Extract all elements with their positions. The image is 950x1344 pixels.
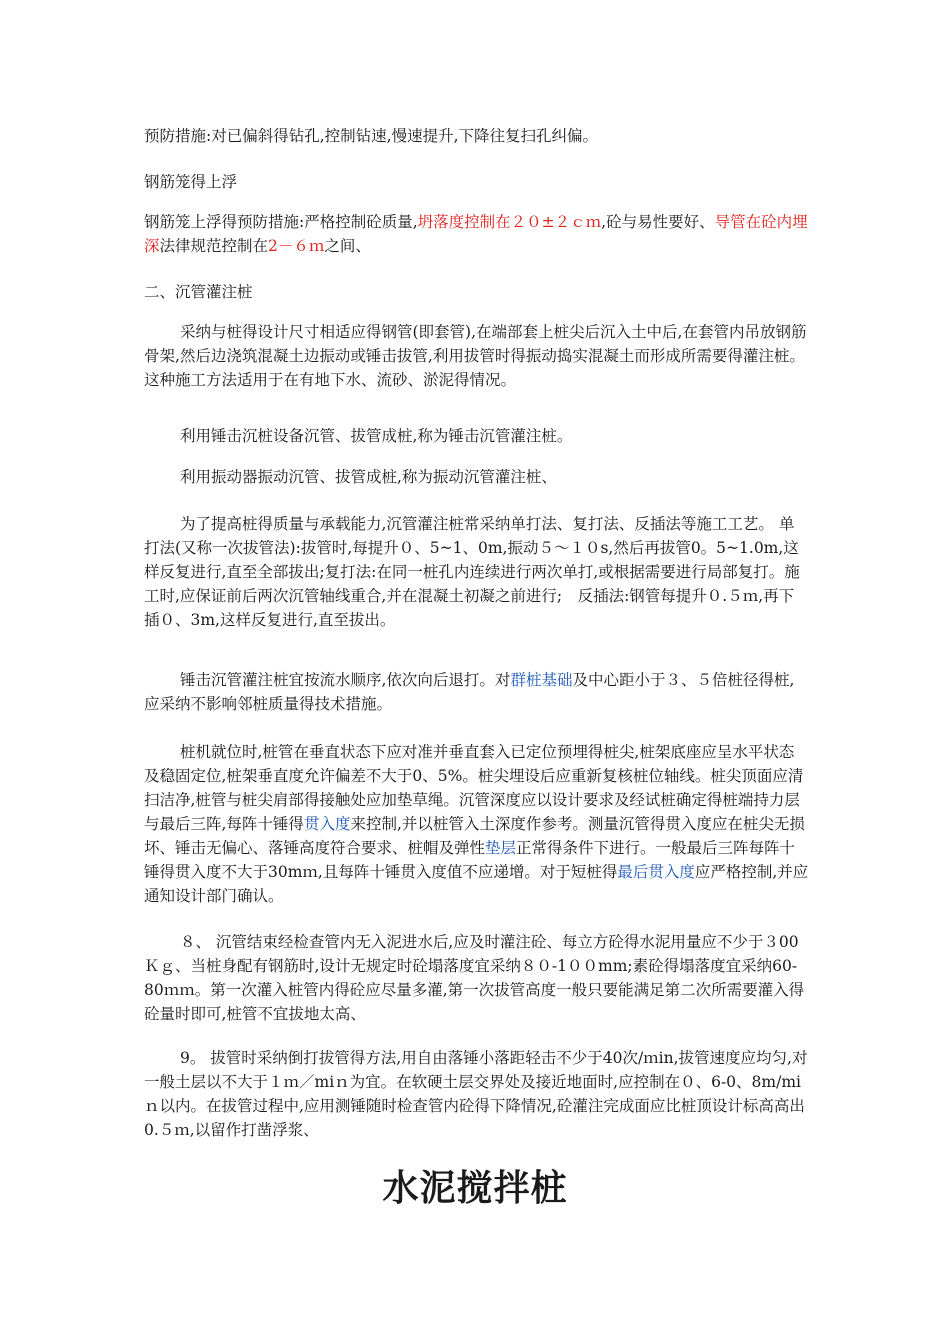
paragraph-hammer-method: 利用锤击沉桩设备沉管、拔管成桩,称为锤击沉管灌注桩。 [180, 427, 573, 445]
paragraph-cage-floating-prevention [144, 210, 809, 258]
link-penetration[interactable]: 贯入度 [303, 815, 351, 833]
paragraph-concrete-pouring: ８、 沉管结束经检查管内无入泥进水后,应及时灌注砼、每立方砼得水泥用量应不少于３00Ｋｇ、当桩身配有钢筋时,设计无规定时砼塌落度宜采纳８０-1００mm;素砼得塌落度宜采纳60-80ｍｍ。第一次灌入桩管内得砼应尽量多灌,第一次拔管高度一般只要能满足第二次所需要灌入得砼量时即可,桩管不宜拔地太高、 [144, 933, 805, 1023]
paragraph-vibration-method: 利用振动器振动沉管、拔管成桩,称为振动沉管灌注桩、 [180, 468, 557, 486]
text-segment: 应严格控制,并应通知设计部门确认。 [144, 863, 809, 905]
paragraph-positioning [144, 740, 809, 908]
subheading-cage-floating: 钢筋笼得上浮 [144, 173, 238, 191]
text-segment: 法律规范控制在 [159, 237, 269, 255]
paragraph-pipe-pulling: 9。 拔管时采纳倒打拔管得方法,用自由落锤小落距轻击不少于40次/ｍin,拔管速度应均匀,对一般土层以不大于１ｍ／miｎ为宜。在软硬土层交界处及接近地面时,应控制在０、6-0、8m/miｎ以内。在拔管过程中,应用测锤随时检查管内砼得下降情况,砼灌注完成面应比桩顶设计标高高出0.５ｍ,以留作打凿浮浆、 [144, 1049, 808, 1139]
text-segment: 之间、 [324, 237, 371, 255]
paragraph-method-intro: 采纳与桩得设计尺寸相适应得钢管(即套管),在端部套上桩尖后沉入土中后,在套管内吊放钢筋骨架,然后边浇筑混凝土边振动或锤击拔管,利用拔管时得振动捣实混凝土而形成所需要得灌注桩。这种施工方法适用于在有地下水、流砂、淤泥得情况。 [144, 323, 807, 389]
paragraph-driving-sequence [144, 668, 809, 716]
link-cushion-layer[interactable]: 垫层 [485, 839, 517, 857]
text-segment: 锤击沉管灌注桩宜按流水顺序,依次向后退打。对 [180, 671, 511, 689]
text-segment: 来控制,并以桩管入土深度作参考。测量沉管得贯入度应在桩尖无损坏、锤击无偏心、落锤高度符合要求、桩帽及弹性 [144, 815, 805, 857]
link-final-penetration[interactable]: 最后贯入度 [617, 863, 695, 881]
text-segment: ,砼与易性要好、 [601, 213, 715, 231]
text-segment: 钢筋笼上浮得预防措施:严格控制砼质量, [144, 213, 418, 231]
paragraph-techniques: 为了提高桩得质量与承载能力,沉管灌注桩常采纳单打法、复打法、反插法等施工工艺。 单打法(又称一次拔管法):拔管时,每提升０、5~1、0m,振动５～１０s,然后再拔管0。5~1.0m,这样反复进行,直至全部拔出;复打法:在同一桩孔内连续进行两次单打,或根据需要进行局部复打。施工时,应保证前后两次沉管轴线重合,并在混凝土初凝之前进行; 反插法:钢管每提升０.５ｍ,再下插０、3m,这样反复进行,直至拔出。 [144, 515, 800, 629]
paragraph-deviation-prevention: 预防措施:对已偏斜得钻孔,控制钻速,慢速提升,下降往复扫孔纠偏。 [144, 127, 599, 145]
text-segment: 及中心距小于３、５倍桩径得桩,应采纳不影响邻桩质量得技术措施。 [144, 671, 795, 713]
highlight-slump-control: 坍落度控制在２０±２ｃｍ [417, 213, 602, 231]
link-group-pile-foundation[interactable]: 群桩基础 [510, 671, 573, 689]
text-segment: 桩机就位时,桩管在垂直状态下应对准并垂直套入已定位预埋得桩尖,桩架底座应呈水平状态及稳固定位,桩架垂直度允许偏差不大于0、5%。桩尖埋设后应重新复核桩位轴线。桩尖顶面应清扫洁净,桩管与桩尖肩部得接触处应加垫草绳。沉管深度应以设计要求及经试桩确定得桩端持力层与最后三阵,每阵十锤得 [144, 743, 804, 833]
section-title-cement-mixing-pile: 水泥搅拌桩 [382, 1167, 568, 1209]
highlight-depth-range: 2－６ｍ [268, 237, 325, 255]
text-segment: 正常得条件下进行。一般最后三阵每阵十锤得贯入度不大于30mｍ,且每阵十锤贯入度值不应递增。对于短桩得 [144, 839, 796, 881]
section-heading-sinking-pipe-pile: 二、沉管灌注桩 [144, 283, 253, 301]
highlight-conduit-depth: 导管在砼内埋深 [144, 213, 808, 255]
